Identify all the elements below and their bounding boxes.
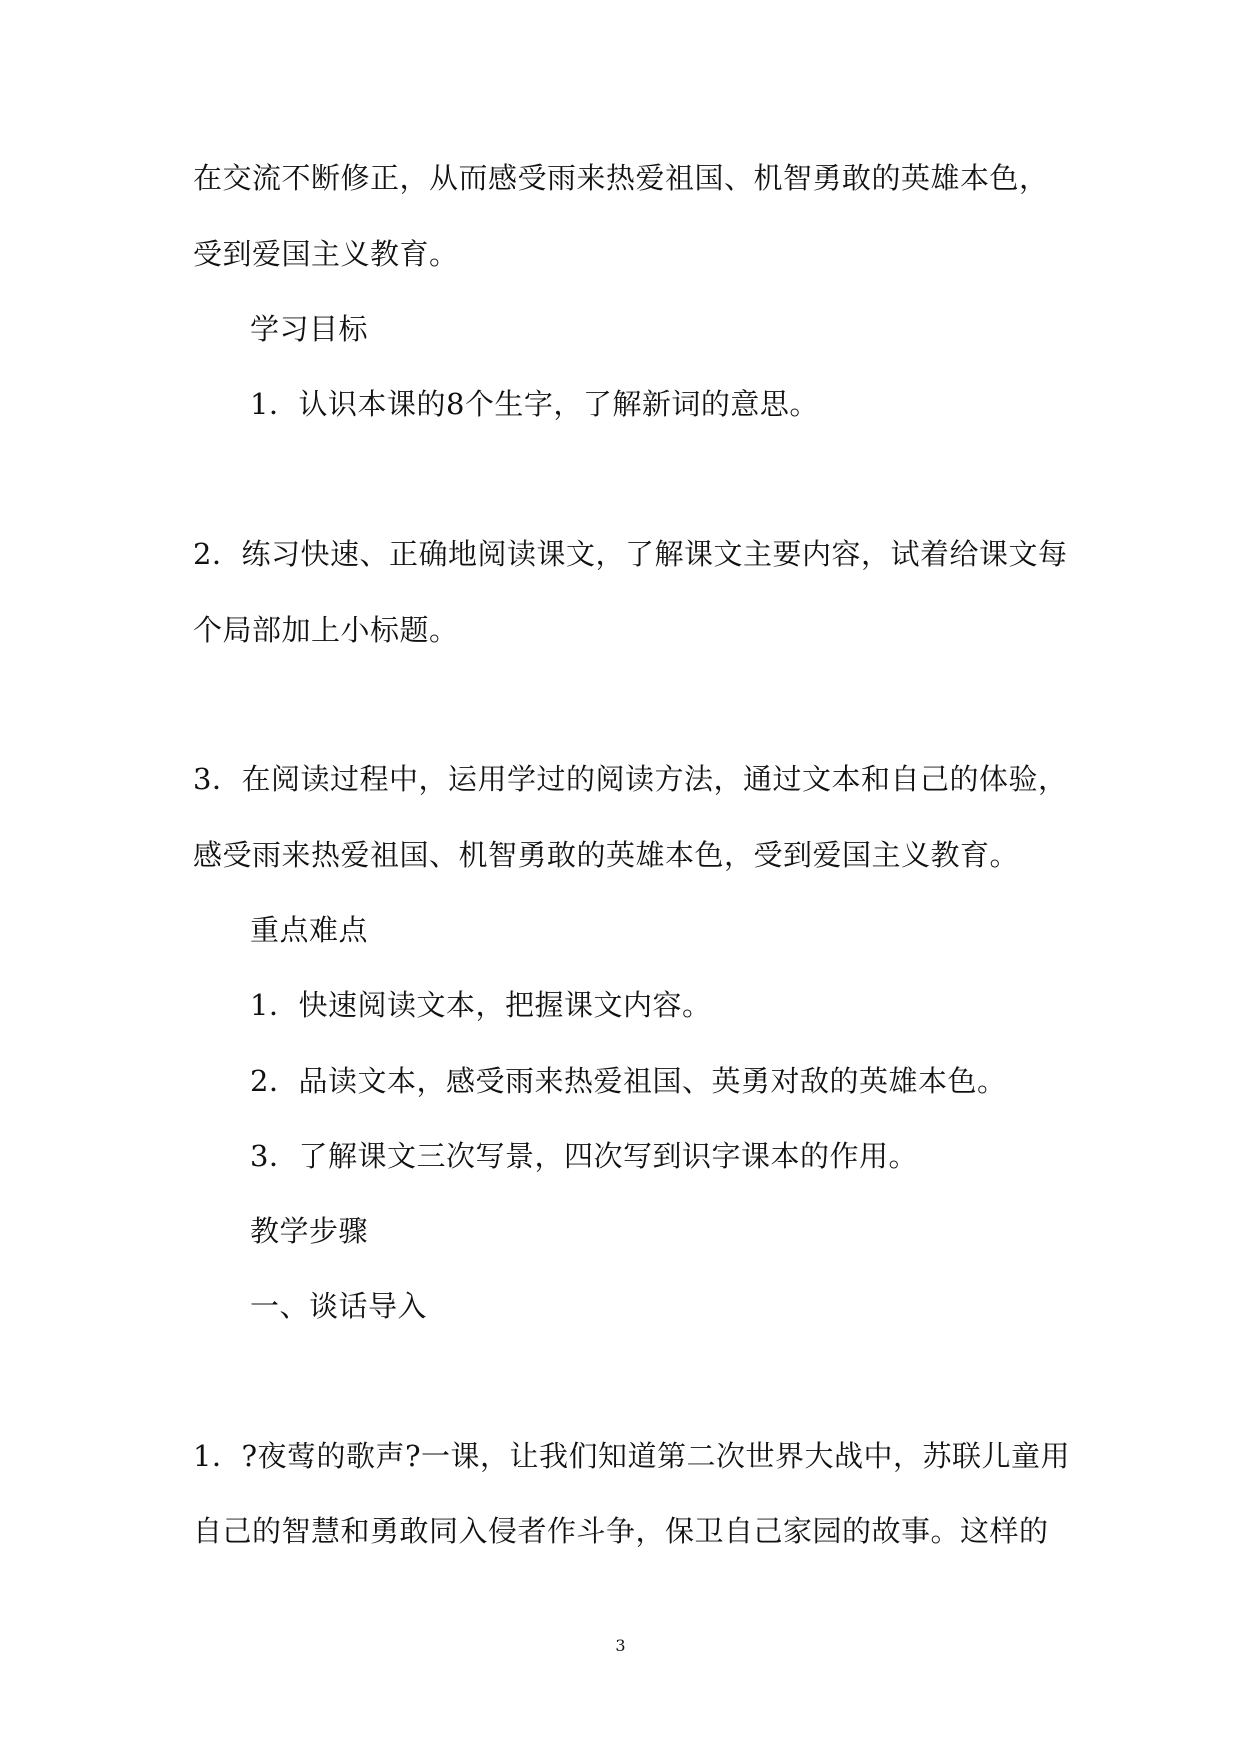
list-item: 2．品读文本，感受雨来热爱祖国、英勇对敌的英雄本色。	[250, 1064, 1007, 1098]
list-item: 2．练习快速、正确地阅读课文，了解课文主要内容，试着给课文每	[193, 537, 1068, 571]
list-item: 3．了解课文三次写景，四次写到识字课本的作用。	[250, 1139, 918, 1173]
page-number: 3	[615, 1636, 626, 1655]
section-heading: 学习目标	[250, 312, 369, 346]
list-item: 1．快速阅读文本，把握课文内容。	[250, 988, 712, 1022]
list-item: 1．认识本课的8个生字，了解新词的意思。	[250, 387, 819, 421]
text-line: 感受雨来热爱祖国、机智勇敢的英雄本色，受到爱国主义教育。	[193, 838, 1020, 872]
section-heading: 一、谈话导入	[250, 1289, 428, 1323]
section-heading: 重点难点	[250, 913, 369, 947]
list-item: 1．?夜莺的歌声?一课，让我们知道第二次世界大战中，苏联儿童用	[193, 1439, 1071, 1473]
section-heading: 教学步骤	[250, 1214, 369, 1248]
text-line: 受到爱国主义教育。	[193, 237, 459, 271]
list-item: 3．在阅读过程中，运用学过的阅读方法，通过文本和自己的体验，	[193, 762, 1068, 796]
text-line: 在交流不断修正，从而感受雨来热爱祖国、机智勇敢的英雄本色，	[193, 161, 1049, 195]
text-line: 自己的智慧和勇敢同入侵者作斗争，保卫自己家园的故事。这样的	[193, 1514, 1049, 1548]
text-line: 个局部加上小标题。	[193, 613, 459, 647]
